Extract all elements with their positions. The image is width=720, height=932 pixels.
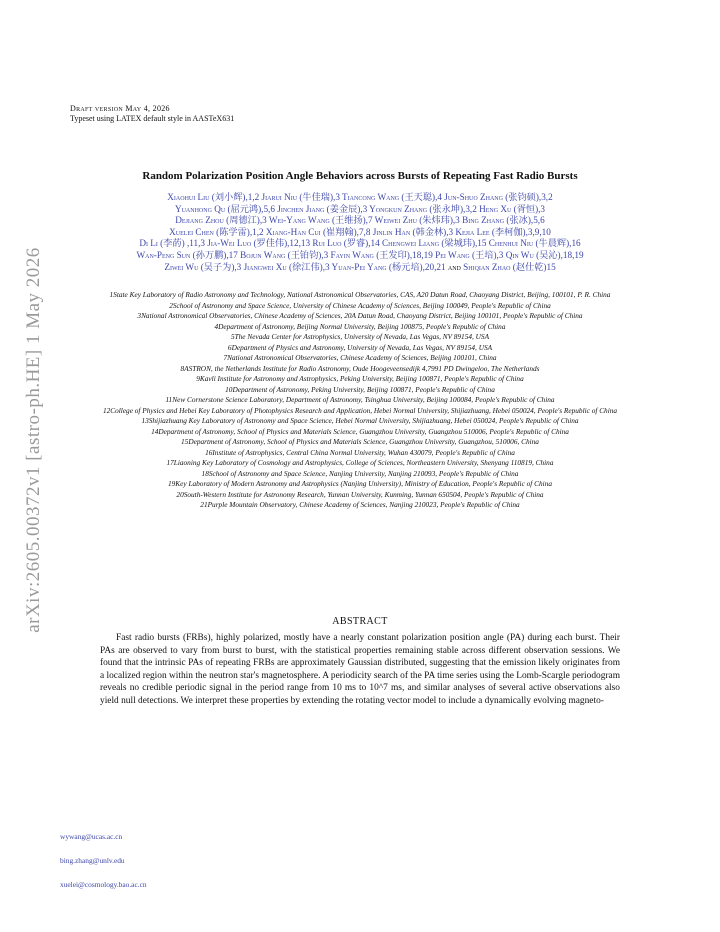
affiliation: 13Shijiazhuang Key Laboratory of Astronomy and Space Science, Hebei Normal University, Shijiazhuang, Hebei 050024, People's Republic of China (141, 416, 579, 425)
affiliation: 17Liaoning Key Laboratory of Cosmology and Astrophysics, College of Sciences, Northeastern University, Shenyang 110819, China (166, 458, 554, 467)
author-line[interactable]: Di Li (李菂) ,11,3 Jia-Wei Luo (罗佳伟),12,13 Rui Luo (罗睿),14 Chengwei Liang (梁城玮),15 Chenhui Niu (牛晨辉),16 (139, 238, 581, 249)
author-line[interactable]: Xuelei Chen (陈学雷),1,2 Xiang-Han Cui (崔翔翰),7,8 Jinlin Han (韩金林),3 Kejia Lee (李柯伽),3,9,10 (169, 226, 551, 237)
email-link[interactable]: bing.zhang@unlv.edu (60, 856, 125, 865)
author-line-last (60, 262, 660, 274)
author-line[interactable]: Xiaohui Liu (刘小辉),1,2 Jiarui Niu (牛佳瑞),3 Tiancong Wang (王天聪),4 Jun-Shuo Zhang (张钧硕),3,2 (167, 192, 553, 202)
arxiv-sidebar-stamp (14, 210, 54, 670)
author-line[interactable]: Ziwei Wu (吴子为),3 Jiangwei Xu (徐江伟),3 Yuan-Pei Yang (杨元培),20,21 (164, 261, 446, 272)
affiliation: 4Department of Astronomy, Beijing Normal University, Beijing 100875, People's Republic of China (214, 321, 506, 331)
affiliation: 8ASTRON, the Netherlands Institute for Radio Astronomy, Oude Hoogeveensedijk 4,7991 PD Dwingeloo, The Netherlands (180, 363, 540, 373)
paper-title: Random Polarization Position Angle Behaviors across Bursts of Repeating Fast Radio Bursts (142, 170, 578, 182)
email-link[interactable]: wywang@ucas.ac.cn (60, 832, 123, 841)
affiliation: 16Institute of Astrophysics, Central China Normal University, Wuhan 430079, People's Republic of China (205, 447, 515, 457)
affiliation: 15Department of Astronomy, School of Physics and Materials Science, Guangzhou University, Guangzhou, 510006, China (181, 437, 539, 446)
affiliation: 10Department of Astronomy, Peking University, Beijing 100871, People's Republic of China (225, 384, 495, 394)
affiliation: 5The Nevada Center for Astrophysics, University of Nevada, Las Vegas, NV 89154, USA (230, 332, 490, 341)
affiliation: 2School of Astronomy and Space Science, University of Chinese Academy of Sciences, Beijing 100049, People's Republic of China (169, 300, 551, 310)
author-line[interactable]: Wan-Peng Sun (孙万鹏),17 Bojun Wang (王铂钧),3 Fayin Wang (王发印),18,19 Pei Wang (王培),3 Qin Wu (吴沁),18,19 (136, 249, 584, 260)
affiliation: 7National Astronomical Observatories, Chinese Academy of Sciences, Beijing 100101, China (223, 353, 497, 362)
author-line[interactable]: Dejiang Zhou (周德江),3 Wei-Yang Wang (王维扬),7 Weiwei Zhu (朱炜玮),3 Bing Zhang (张冰),5,6 (175, 215, 545, 226)
affiliation: 19Key Laboratory of Modern Astronomy and Astrophysics (Nanjing University), Ministry of Education, People's Republic of China (167, 479, 552, 488)
affiliation-list (56, 290, 664, 511)
preliminary-header (70, 104, 234, 124)
affiliation: 9Kavli Institute for Astronomy and Astrophysics, Peking University, Beijing 100871, People's Republic of China (196, 374, 524, 383)
affiliation: 12College of Physics and Hebei Key Laboratory of Photophysics Research and Application, Hebei Normal University, Shijiazhuang, Hebei 050024, People's Republic of China (102, 405, 618, 415)
affiliation: 14Department of Astronomy, School of Physics and Materials Science, Guangzhou University, Guangzhou 510006, People's Republic of China (151, 426, 569, 436)
author-list (60, 192, 660, 273)
and-conjunction: and (447, 261, 461, 272)
affiliation: 11New Cornerstone Science Laboratory, Department of Astronomy, Tsinghua University, Beijing 100084, People's Republic of China (165, 395, 555, 404)
author-name[interactable]: Shiqian Zhao (赵仕乾)15 (463, 261, 556, 272)
email-link[interactable]: xuelei@cosmology.bao.ac.cn (60, 880, 147, 889)
abstract-heading: ABSTRACT (332, 616, 388, 627)
arxiv-identifier: arXiv:2605.00372v1 [astro-ph.HE] 1 May 2026 (23, 247, 44, 633)
affiliation: 3National Astronomical Observatories, Chinese Academy of Sciences, 20A Datun Road, Chaoyang District, Beijing 100101, People's Republic of China (137, 311, 583, 320)
email-footnotes (60, 832, 147, 904)
affiliation: 20South-Western Institute for Astronomy Research, Yunnan University, Kunming, Yunnan 650504, People's Republic of China (176, 489, 544, 499)
affiliation: 1State Key Laboratory of Radio Astronomy and Technology, National Astronomical Observatories, CAS, A20 Datun Road, Chaoyang District, Beijing, 100101, P. R. China (109, 290, 611, 299)
abstract-body: Fast radio bursts (FRBs), highly polarized, mostly have a nearly constant polarization position angle (PA) during each burst. Their PAs are observed to vary from burst to burst, with the statistical properties remaining stable across different observation sessions. We found that the intrinsic PAs of repeating FRBs are approximately Gaussian distributed, suggesting that the emission likely originates from a localized region within the neutron star's magnetosphere. A periodicity search of the PA time series using the Lomb-Scargle periodogram reveals no credible periodic signal in the period range from 10 ms to 10^7 ms, and similar analyses of several active observations also yield null detections. We interpret these properties by extending the rotating vector model to include a dynamically evolving magneto- (100, 633, 620, 706)
draft-version: Draft version May 4, 2026 (70, 104, 170, 113)
affiliation: 6Department of Physics and Astronomy, University of Nevada, Las Vegas, NV 89154, USA (227, 342, 493, 352)
author-line[interactable]: Yuanhong Qu (屈元鸿),5,6 Jinchen Jiang (姜金辰),3 Yongkun Zhang (张永坤),3,2 Heng Xu (胥恒),3 (174, 203, 546, 214)
typeset-note: Typeset using LATEX default style in AASTeX631 (70, 114, 235, 123)
affiliation: 21Purple Mountain Observatory, Chinese Academy of Sciences, Nanjing 210023, People's Republic of China (200, 500, 520, 509)
affiliation: 18School of Astronomy and Space Science, Nanjing University, Nanjing 210093, People's Republic of China (201, 468, 519, 478)
